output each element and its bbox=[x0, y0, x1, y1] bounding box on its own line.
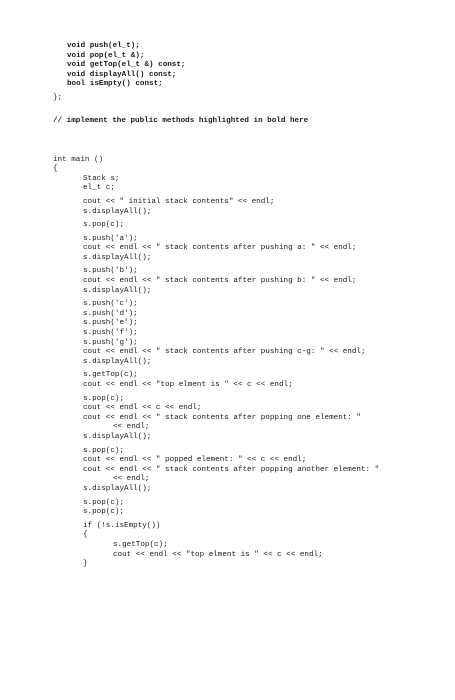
code-line: s.pop(c); bbox=[83, 394, 125, 403]
code-line-continuation: << endl; bbox=[113, 423, 150, 432]
code-line: s.push('a'); bbox=[83, 234, 138, 243]
spacer bbox=[53, 127, 379, 137]
code-line: cout << endl << "top elment is " << c << endl; bbox=[113, 550, 323, 559]
code-line: s.displayAll(); bbox=[83, 253, 152, 262]
code-line: cout << " initial stack contents" << endl; bbox=[83, 197, 275, 206]
decl-el: el_t c; bbox=[83, 184, 115, 193]
class-close: }; bbox=[53, 93, 63, 102]
decl-isempty: bool isEmpty() const; bbox=[67, 80, 163, 89]
main-open-brace: { bbox=[53, 165, 58, 174]
code-line: cout << endl << " stack contents after popping another element: " bbox=[83, 465, 380, 474]
code-line: s.push('e'); bbox=[83, 319, 138, 328]
code-line: s.pop(c); bbox=[83, 221, 125, 230]
code-line: s.pop(c); bbox=[83, 498, 125, 507]
decl-push: void push(el_t); bbox=[67, 42, 140, 50]
code-line: cout << endl << " popped element: " << c << endl; bbox=[83, 456, 307, 465]
code-line: s.displayAll(); bbox=[83, 484, 152, 493]
decl-pop: void pop(el_t &); bbox=[67, 51, 145, 60]
decl-displayall: void displayAll() const; bbox=[67, 70, 177, 79]
code-line-continuation: << endl; bbox=[113, 475, 150, 484]
main-signature: int main () bbox=[53, 155, 104, 164]
code-line: s.displayAll(); bbox=[83, 357, 152, 366]
code-line: cout << endl << c << endl; bbox=[83, 404, 202, 413]
implement-comment: // implement the public methods highlighted in bold here bbox=[53, 117, 309, 126]
code-line: s.push('d'); bbox=[83, 309, 138, 318]
code-line: s.displayAll(); bbox=[83, 432, 152, 441]
code-listing bbox=[53, 42, 379, 570]
spacer bbox=[53, 146, 379, 156]
code-line: s.getTop(c); bbox=[83, 371, 138, 380]
code-line: s.displayAll(); bbox=[83, 286, 152, 295]
code-line: s.push('f'); bbox=[83, 329, 138, 338]
code-line: cout << endl << " stack contents after pushing c-g: " << endl; bbox=[83, 348, 366, 357]
code-line: s.getTop(c); bbox=[113, 540, 168, 549]
code-line: cout << endl << " stack contents after pushing a: " << endl; bbox=[83, 244, 357, 253]
code-line: s.push('g'); bbox=[83, 338, 138, 347]
code-line: cout << endl << " stack contents after popping one element: " bbox=[83, 413, 361, 422]
code-line: s.pop(c); bbox=[83, 508, 125, 517]
code-line: s.push('c'); bbox=[83, 300, 138, 309]
spacer bbox=[53, 104, 379, 114]
code-line: s.push('b'); bbox=[83, 267, 138, 276]
decl-stack: Stack s; bbox=[83, 174, 120, 183]
if-statement: if (!s.isEmpty()) bbox=[83, 521, 161, 530]
code-line: cout << endl << " stack contents after pushing b: " << endl; bbox=[83, 277, 357, 286]
if-close-brace: } bbox=[83, 560, 88, 569]
decl-gettop: void getTop(el_t &) const; bbox=[67, 61, 186, 70]
code-line: s.displayAll(); bbox=[83, 207, 152, 216]
code-line: s.pop(c); bbox=[83, 446, 125, 455]
if-open-brace: { bbox=[83, 531, 88, 540]
spacer bbox=[53, 136, 379, 146]
code-line: cout << endl << "top elment is " << c << endl; bbox=[83, 381, 293, 389]
